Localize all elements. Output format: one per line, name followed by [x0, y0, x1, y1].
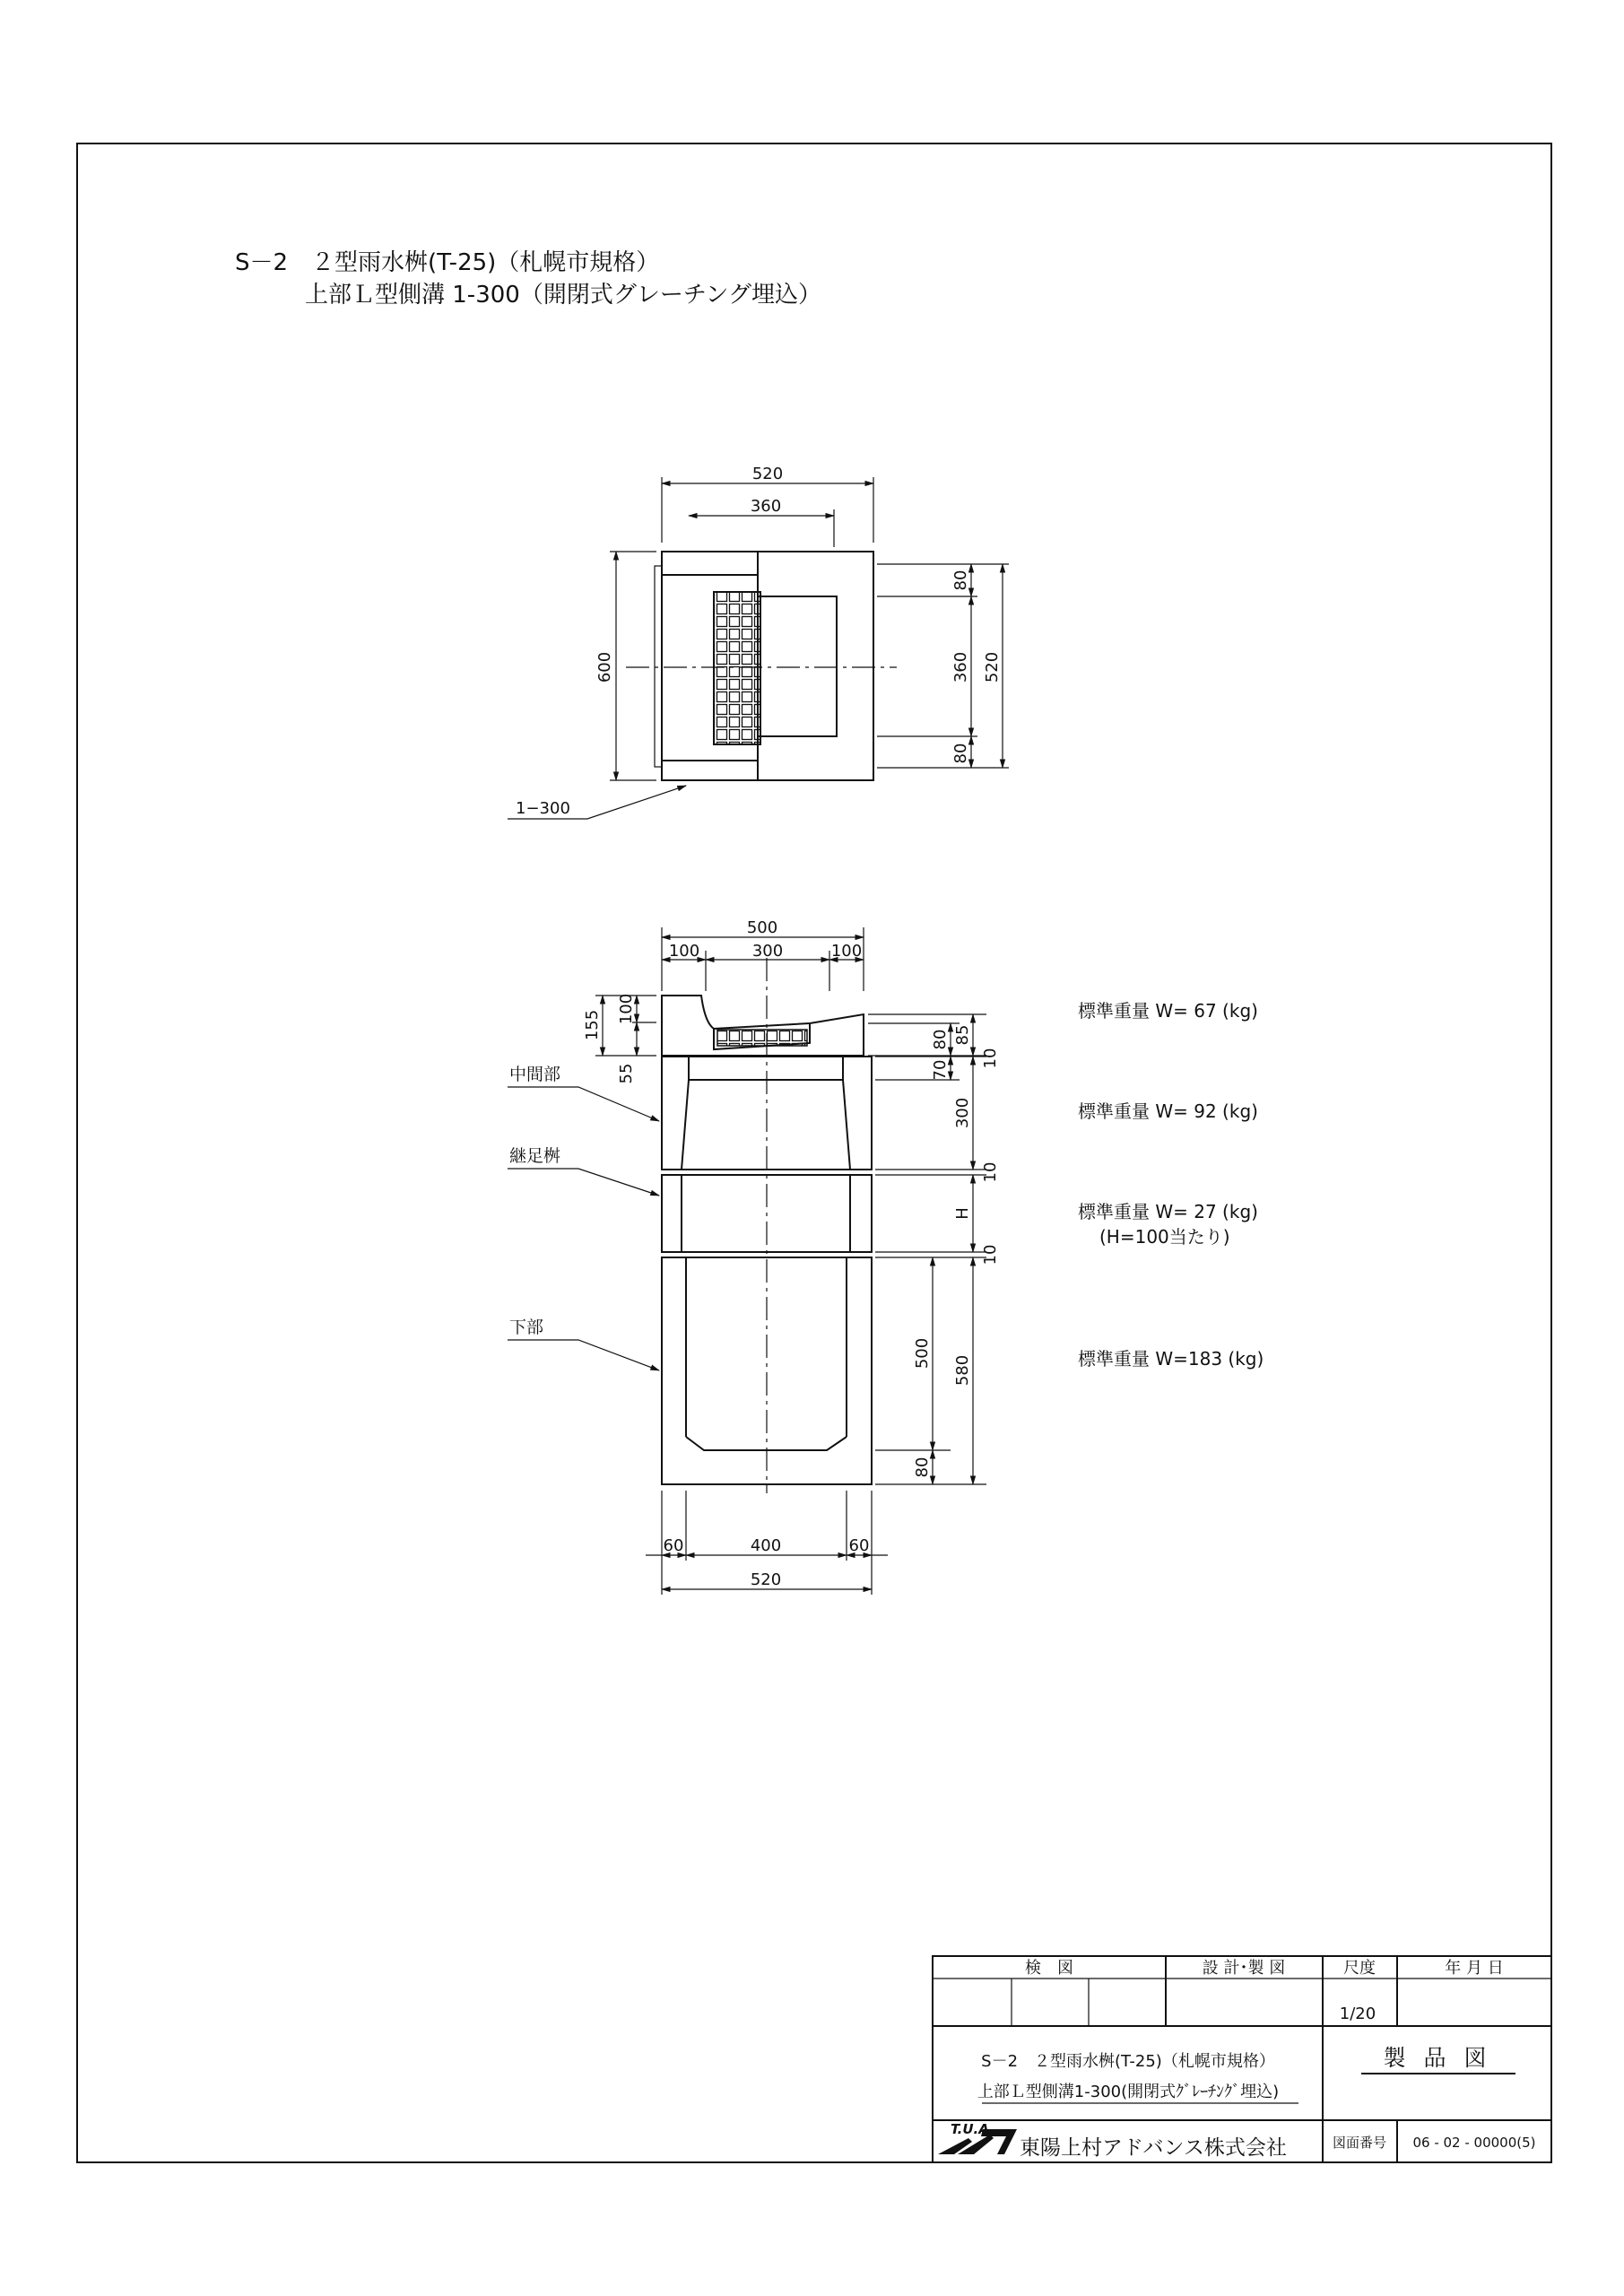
section-dim-10-a: 10: [981, 1048, 1000, 1069]
section-dim-60-b: 60: [848, 1536, 870, 1555]
section-grating-icon: [717, 1030, 807, 1046]
tb-drawing-no: 06 - 02 - 00000(5): [1412, 2135, 1536, 2151]
weight-extension: 標準重量 W= 27 (kg): [1078, 1201, 1258, 1222]
sheet-border: [77, 144, 1551, 2162]
section-dim-70: 70: [931, 1059, 950, 1081]
section-dim-10-b: 10: [981, 1161, 1000, 1183]
plan-dim-360-top: 360: [750, 497, 782, 516]
section-dim-80-bottom: 80: [913, 1457, 932, 1478]
section-dim-300-mid: 300: [953, 1097, 972, 1129]
section-dim-155: 155: [583, 1009, 602, 1041]
weight-top: 標準重量 W= 67 (kg): [1078, 1000, 1258, 1022]
company-name: 東陽上村アドバンス株式会社: [1020, 2136, 1287, 2160]
label-middle-part: 中間部: [509, 1065, 561, 1084]
section-dim-500: 500: [746, 918, 778, 937]
tb-col-date: 年 月 日: [1445, 1959, 1504, 1978]
weight-extension-note: (H=100当たり): [1099, 1226, 1230, 1248]
section-dim-10-c: 10: [981, 1244, 1000, 1265]
plan-dim-600: 600: [595, 651, 614, 683]
section-dim-580: 580: [953, 1354, 972, 1387]
tb-col-design: 設 計･製 図: [1202, 1959, 1286, 1978]
tb-desc-line-1: S－2 ２型雨水桝(T-25)（札幌市規格）: [981, 2052, 1275, 2071]
plan-leader-label: 1−300: [516, 799, 570, 818]
section-dim-520-bottom: 520: [750, 1570, 782, 1589]
plan-dim-360-right: 360: [951, 651, 970, 683]
section-dim-100-b: 100: [830, 942, 863, 961]
tb-drawing-no-label: 図面番号: [1332, 2135, 1387, 2151]
section-dim-300: 300: [751, 942, 784, 961]
tb-col-inspect: 検 図: [1025, 1959, 1073, 1978]
section-dim-100-left: 100: [617, 993, 636, 1025]
plan-view: [508, 477, 1009, 819]
label-extension-part: 継足桝: [509, 1146, 561, 1166]
plan-dim-520-right: 520: [983, 651, 1002, 683]
section-dim-85: 85: [953, 1024, 972, 1046]
section-dim-60-a: 60: [663, 1536, 684, 1555]
tb-product-label: 製 品 図: [1383, 2045, 1492, 2071]
title-line-1: S－2 ２型雨水桝(T-25)（札幌市規格）: [235, 249, 660, 276]
section-dim-H: H: [953, 1207, 972, 1220]
tb-desc-line-2: 上部Ｌ型側溝1-300(開閉式ｸﾞﾚｰﾁﾝｸﾞ埋込): [977, 2083, 1280, 2101]
section-dim-500-low: 500: [913, 1337, 932, 1370]
grating-icon: [714, 592, 760, 744]
tb-scale-value: 1/20: [1339, 2005, 1376, 2023]
weight-middle: 標準重量 W= 92 (kg): [1078, 1100, 1258, 1122]
plan-dim-80-b: 80: [951, 743, 970, 764]
plan-dim-80-a: 80: [951, 570, 970, 591]
weight-lower: 標準重量 W=183 (kg): [1078, 1348, 1264, 1370]
title-line-2: 上部Ｌ型側溝 1-300（開閉式グレーチング埋込）: [305, 282, 821, 309]
plan-dim-520-top: 520: [751, 465, 784, 483]
tb-col-scale: 尺度: [1343, 1959, 1376, 1978]
section-dim-400: 400: [750, 1536, 782, 1555]
section-dim-100-a: 100: [668, 942, 700, 961]
section-dim-55: 55: [617, 1063, 636, 1084]
label-lower-part: 下部: [509, 1318, 544, 1337]
section-view: [508, 927, 986, 1595]
section-dim-80-top: 80: [931, 1029, 950, 1050]
logo-text: T.U.A: [951, 2121, 989, 2137]
